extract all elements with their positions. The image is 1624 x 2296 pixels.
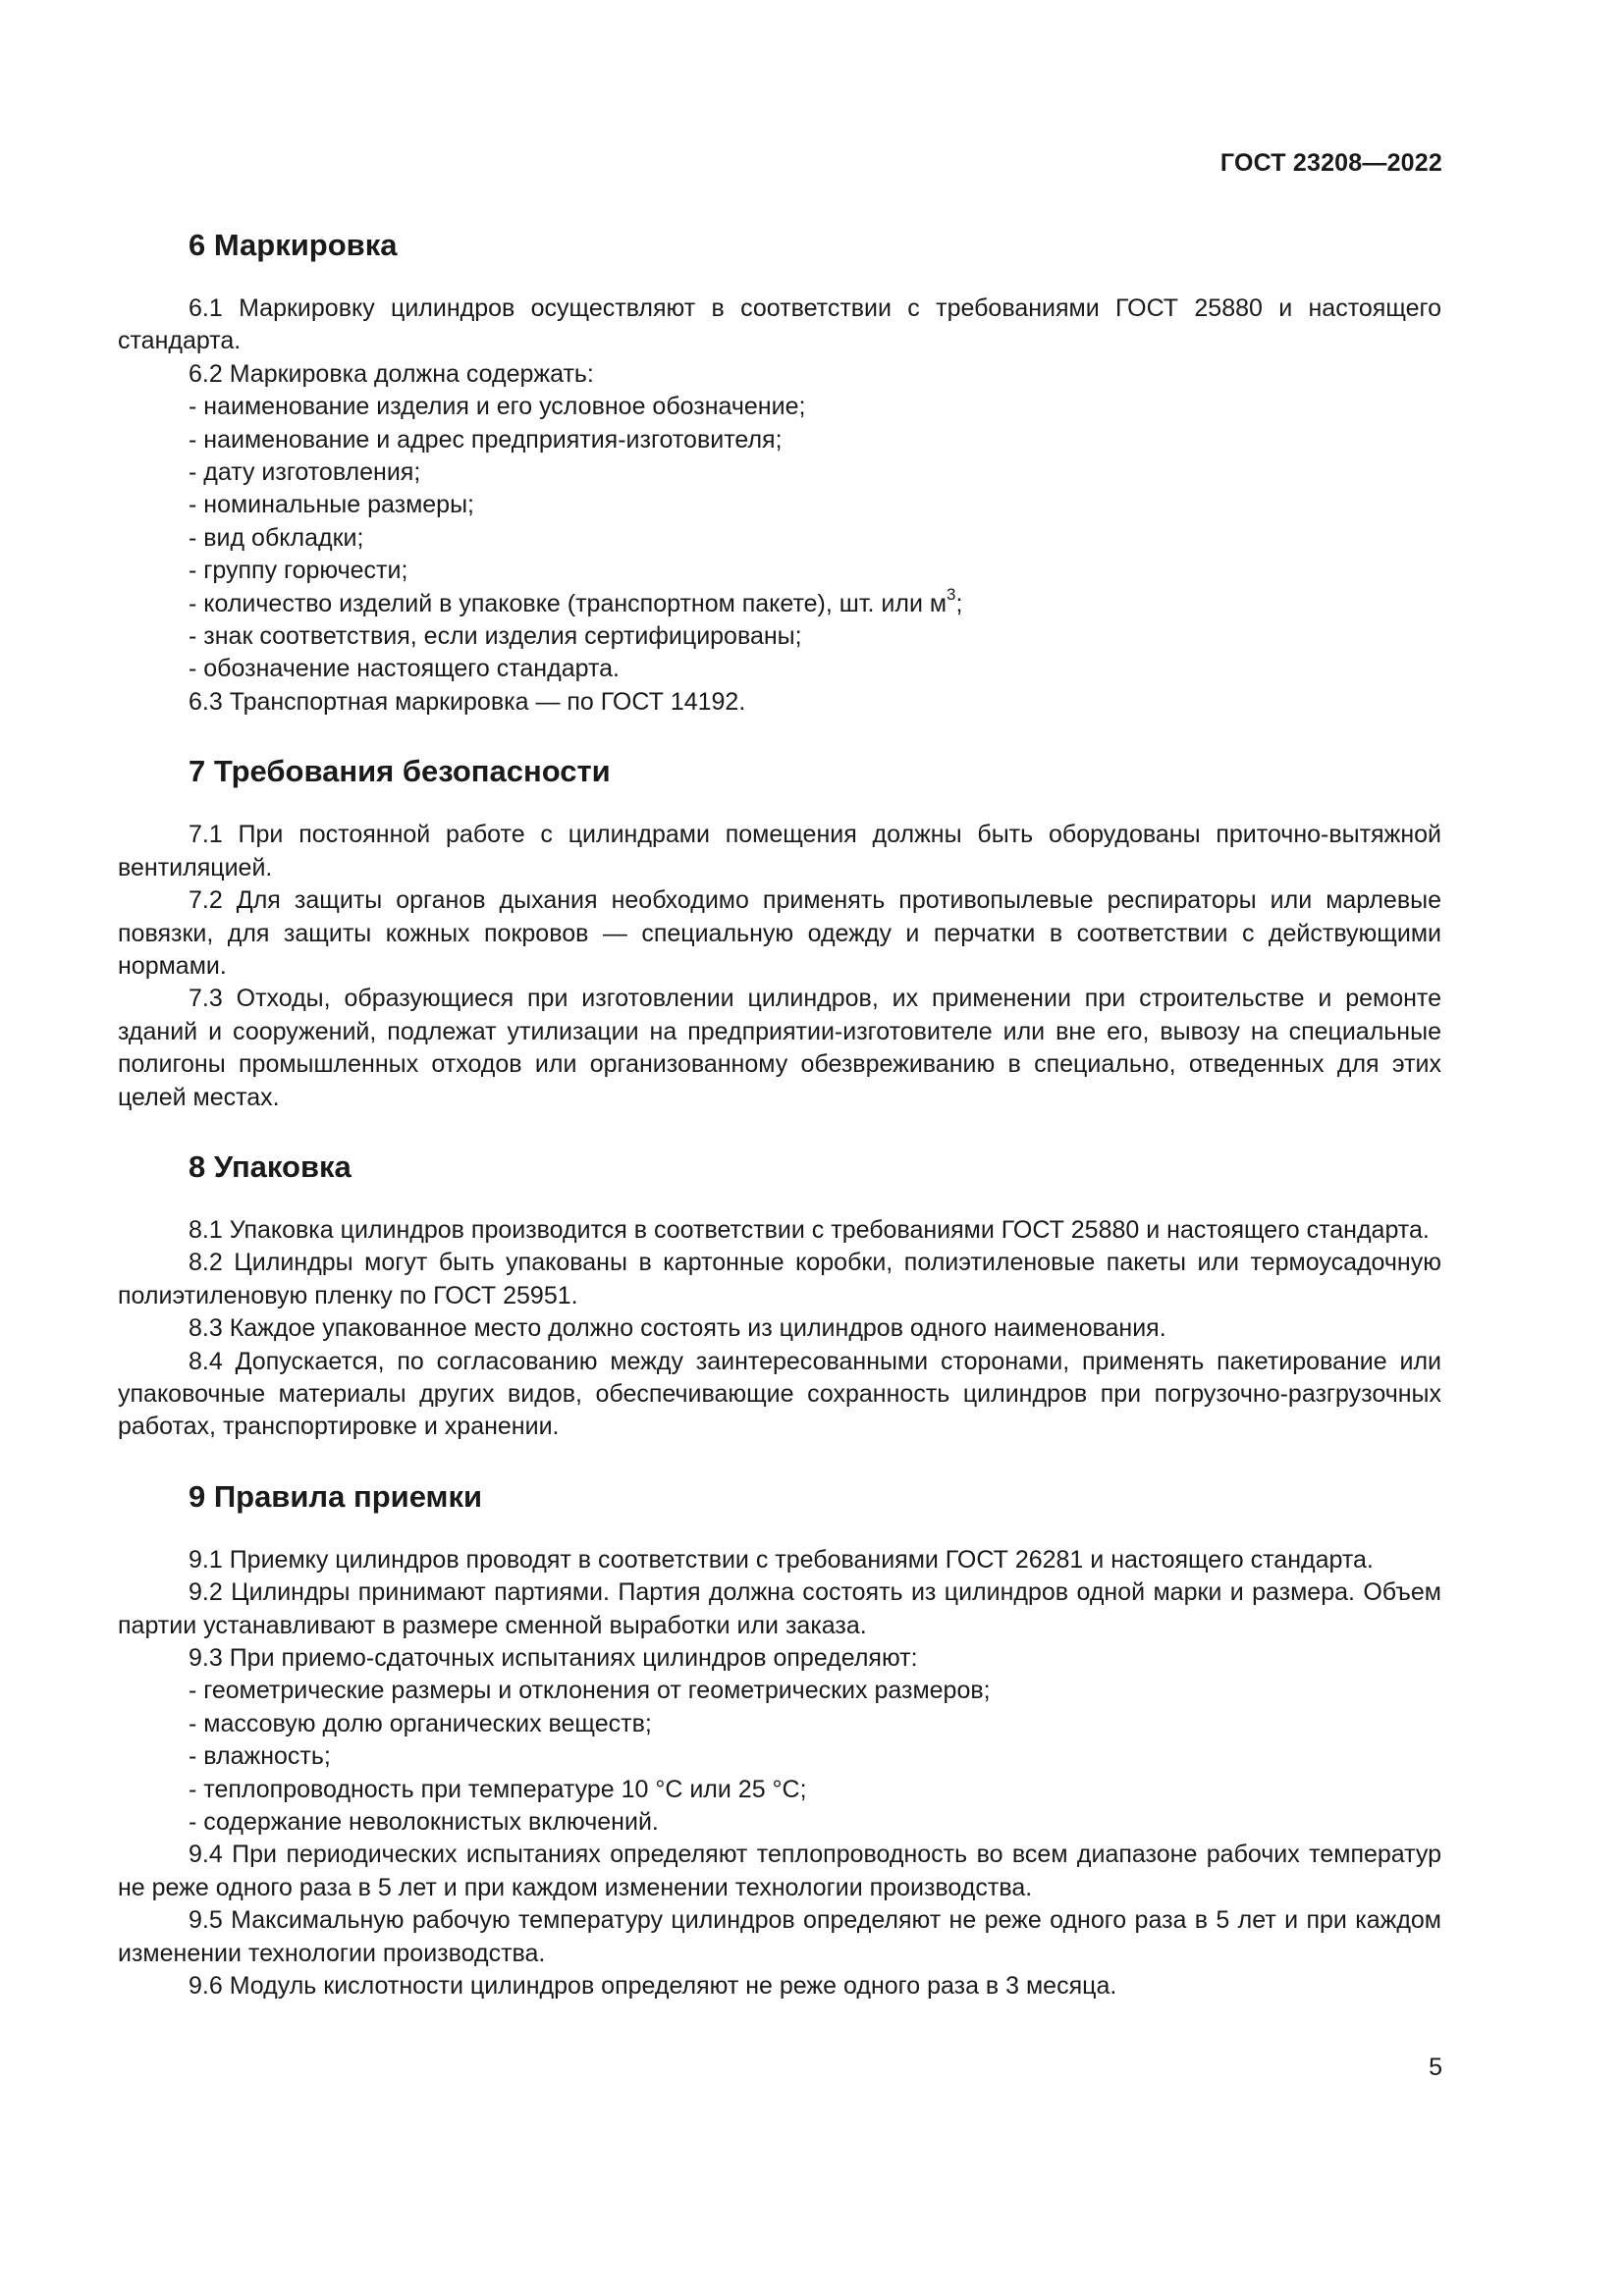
paragraph: 9.1 Приемку цилиндров проводят в соответствии с требованиями ГОСТ 26281 и настоящего стандарта.	[189, 1545, 1374, 1574]
list-item-text: - количество изделий в упаковке (транспортном пакете), шт. или м	[189, 589, 947, 617]
list-item: - знак соответствия, если изделия сертифицированы;	[189, 622, 802, 651]
paragraph: 7.1 При постоянной работе с цилиндрами помещения должны быть оборудованы приточно-вытяжной вентиляцией.	[118, 821, 1441, 881]
section-acceptance	[118, 1477, 1441, 2003]
paragraph: 8.1 Упаковка цилиндров производится в соответствии с требованиями ГОСТ 25880 и настоящего стандарта.	[189, 1215, 1430, 1244]
section-title: 8 Упаковка	[189, 1148, 352, 1184]
list-item: - массовую долю органических веществ;	[189, 1709, 652, 1737]
paragraph: 9.6 Модуль кислотности цилиндров определяют не реже одного раза в 3 месяца.	[189, 1972, 1117, 2001]
section-title: 6 Маркировка	[189, 228, 398, 262]
list-item: - влажность;	[189, 1742, 331, 1771]
list-item: - номинальные размеры;	[189, 491, 474, 519]
paragraph: 7.2 Для защиты органов дыхания необходимо применять противопылевые респираторы или марлевые повязки, для защиты кожных покровов — специальную одежду и перчатки в соответствии с действующими нормами.	[118, 886, 1441, 980]
page-number: 5	[1429, 2054, 1442, 2081]
section-title: 7 Требования безопасности	[189, 754, 611, 789]
list-item: - теплопроводность при температуре 10 °С или 25 °С;	[189, 1775, 807, 1803]
paragraph: 8.4 Допускается, по согласованию между заинтересованными сторонами, применять пакетирование или упаковочные материалы других видов, обеспечивающие сохранность цилиндров при погрузочно-разгрузочных работах, транспортировке и хранении.	[118, 1347, 1441, 1441]
superscript: 3	[947, 584, 956, 604]
list-item: - вид обкладки;	[189, 523, 364, 552]
list-item: - группу горючести;	[189, 557, 408, 585]
paragraph: 8.2 Цилиндры могут быть упакованы в картонные коробки, полиэтиленовые пакеты или термоусадочную полиэтиленовую пленку по ГОСТ 25951.	[118, 1249, 1441, 1309]
section-marking	[118, 226, 1441, 719]
paragraph: 9.4 При периодических испытаниях определяют теплопроводность во всем диапазоне рабочих температур не реже одного раза в 5 лет и при каждом изменении технологии производства.	[118, 1841, 1441, 1901]
section-safety	[118, 752, 1441, 1114]
list-item: - наименование и адрес предприятия-изготовителя;	[189, 425, 783, 454]
section-packaging	[118, 1148, 1441, 1444]
paragraph: 9.3 При приемо-сдаточных испытаниях цилиндров определяют:	[189, 1644, 918, 1672]
paragraph: 7.3 Отходы, образующиеся при изготовлении цилиндров, их применении при строительстве и ремонте зданий и сооружений, подлежат утилизации на предприятии-изготовителе или вне его, вывозу на специальные полигоны промышленных отходов или организованному обезвреживанию в специально, отведенных для этих целей местах.	[118, 985, 1441, 1111]
paragraph: 9.2 Цилиндры принимают партиями. Партия должна состоять из цилиндров одной марки и размера. Объем партии устанавливают в размере сменной выработки или заказа.	[118, 1578, 1441, 1639]
paragraph: 6.3 Транспортная маркировка — по ГОСТ 14192.	[189, 687, 746, 716]
list-item: - обозначение настоящего стандарта.	[189, 655, 620, 683]
list-item: - содержание неволокнистых включений.	[189, 1808, 659, 1837]
section-title: 9 Правила приемки	[189, 1478, 483, 1514]
list-item	[118, 584, 1441, 620]
list-item: - дату изготовления;	[189, 458, 421, 487]
paragraph: 6.2 Маркировка должна содержать:	[189, 359, 594, 388]
document-code-header: ГОСТ 23208—2022	[1219, 149, 1442, 177]
paragraph: 9.5 Максимальную рабочую температуру цилиндров определяют не реже одного раза в 5 лет и при каждом изменении технологии производства.	[118, 1906, 1441, 1967]
list-item: - геометрические размеры и отклонения от геометрических размеров;	[189, 1677, 991, 1705]
paragraph: 8.3 Каждое упакованное место должно состоять из цилиндров одного наименования.	[189, 1314, 1166, 1343]
list-item: - наименование изделия и его условное обозначение;	[189, 393, 806, 421]
list-item-tail: ;	[955, 589, 963, 617]
paragraph: 6.1 Маркировку цилиндров осуществляют в соответствии с требованиями ГОСТ 25880 и настоящего стандарта.	[118, 294, 1441, 355]
document-body	[118, 226, 1441, 2002]
